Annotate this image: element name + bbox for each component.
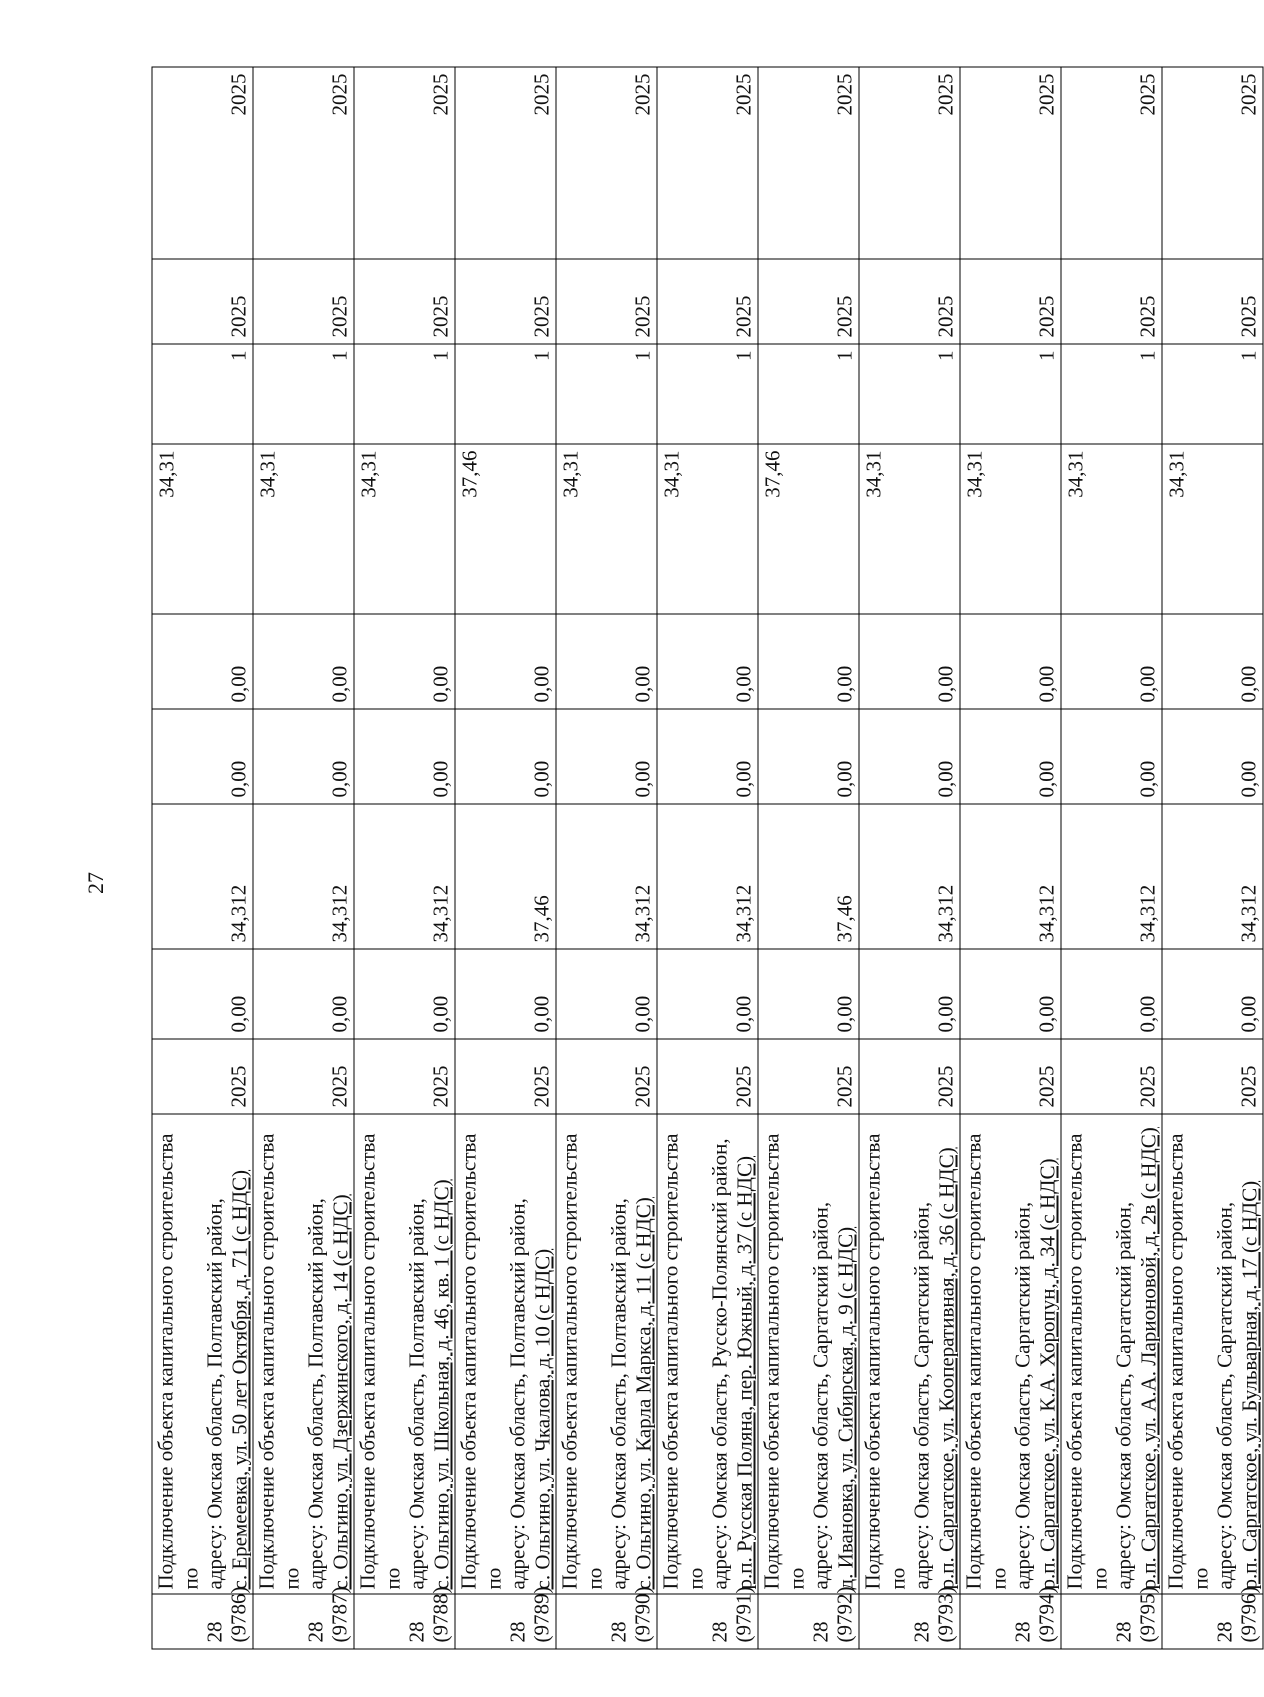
value-cell-2: 34,312 xyxy=(1061,804,1162,949)
quantity-cell: 1 xyxy=(657,344,758,444)
year-cell-3: 2025 xyxy=(556,67,657,259)
description-line: адресу: Омская область, Полтавский район, xyxy=(505,1198,530,1590)
value-cell-5: 37,46 xyxy=(758,444,859,614)
value-cell-1: 0,00 xyxy=(960,949,1061,1039)
value-cell-5: 34,31 xyxy=(253,444,354,614)
value-cell-1: 0,00 xyxy=(556,949,657,1039)
row-code: (9796) xyxy=(1236,1586,1261,1643)
quantity-cell: 1 xyxy=(960,344,1061,444)
table-row xyxy=(354,67,455,1649)
description-address-line: с. Ольгино, ул. Школьная, д. 46, кв. 1 (с НДС) xyxy=(429,1179,453,1590)
year-cell-3: 2025 xyxy=(758,67,859,259)
value-cell-3: 0,00 xyxy=(657,709,758,804)
table-row xyxy=(1061,67,1162,1649)
description-cell xyxy=(960,1114,1061,1594)
value-cell-1: 0,00 xyxy=(1061,949,1162,1039)
row-number: 28 xyxy=(505,1621,530,1643)
description-line: Подключение объекта капитального строительства по xyxy=(355,1133,404,1590)
value-cell-5: 34,31 xyxy=(354,444,455,614)
value-cell-2: 34,312 xyxy=(960,804,1061,949)
row-code: (9795) xyxy=(1135,1586,1160,1643)
value-cell-5: 34,31 xyxy=(1162,444,1263,614)
value-cell-4: 0,00 xyxy=(152,614,253,709)
description-line: Подключение объекта капитального строительства по xyxy=(254,1133,303,1590)
quantity-cell: 1 xyxy=(1162,344,1263,444)
row-code: (9792) xyxy=(832,1586,857,1643)
description-cell xyxy=(455,1114,556,1594)
year-cell-2: 2025 xyxy=(758,259,859,344)
description-cell xyxy=(152,1114,253,1594)
row-number: 28 xyxy=(909,1621,934,1643)
description-line: Подключение объекта капитального строительства по xyxy=(1163,1133,1212,1590)
row-code: (9786) xyxy=(226,1586,251,1643)
value-cell-2: 34,312 xyxy=(253,804,354,949)
value-cell-4: 0,00 xyxy=(960,614,1061,709)
value-cell-5: 34,31 xyxy=(1061,444,1162,614)
row-number: 28 xyxy=(303,1621,328,1643)
table-row xyxy=(859,67,960,1649)
description-line: Подключение объекта капитального строительства по xyxy=(1062,1133,1111,1590)
table-row xyxy=(960,67,1061,1649)
year-cell-3: 2025 xyxy=(253,67,354,259)
row-number: 28 xyxy=(707,1621,732,1643)
data-table xyxy=(152,67,1264,1650)
description-address-line: р.п. Саргатское, ул. Бульварная, д. 17 (с НДС) xyxy=(1237,1180,1261,1590)
value-cell-3: 0,00 xyxy=(253,709,354,804)
description-line: Подключение объекта капитального строительства по xyxy=(860,1133,909,1590)
row-code: (9790) xyxy=(630,1586,655,1643)
row-number: 28 xyxy=(202,1621,227,1643)
description-line: адресу: Омская область, Саргатский район, xyxy=(1212,1201,1237,1590)
year-cell-2: 2025 xyxy=(152,259,253,344)
table-row xyxy=(455,67,556,1649)
year-cell-2: 2025 xyxy=(556,259,657,344)
value-cell-1: 0,00 xyxy=(859,949,960,1039)
value-cell-1: 0,00 xyxy=(354,949,455,1039)
table-row xyxy=(1162,67,1263,1649)
description-cell xyxy=(556,1114,657,1594)
description-address-line: с. Ольгино, ул. Чкалова, д. 10 (с НДС) xyxy=(530,1248,554,1590)
row-number-cell xyxy=(354,1586,455,1649)
value-cell-2: 34,312 xyxy=(152,804,253,949)
row-number: 28 xyxy=(404,1621,429,1643)
value-cell-4: 0,00 xyxy=(253,614,354,709)
description-line: адресу: Омская область, Саргатский район, xyxy=(909,1201,934,1590)
description-line: адресу: Омская область, Русско-Полянский район, xyxy=(707,1138,732,1590)
description-address-line: с. Еремеевка, ул. 50 лет Октября, д. 71 (с НДС) xyxy=(227,1169,251,1590)
quantity-cell: 1 xyxy=(556,344,657,444)
row-number-cell xyxy=(152,1586,253,1649)
description-line: Подключение объекта капитального строительства по xyxy=(557,1133,606,1590)
description-cell xyxy=(354,1114,455,1594)
value-cell-1: 0,00 xyxy=(455,949,556,1039)
description-line: адресу: Омская область, Саргатский район, xyxy=(808,1201,833,1590)
year-start-cell: 2025 xyxy=(455,1039,556,1114)
row-code: (9787) xyxy=(327,1586,352,1643)
value-cell-5: 34,31 xyxy=(859,444,960,614)
row-code: (9788) xyxy=(428,1586,453,1643)
value-cell-4: 0,00 xyxy=(758,614,859,709)
description-line: адресу: Омская область, Полтавский район, xyxy=(202,1198,227,1590)
value-cell-5: 37,46 xyxy=(455,444,556,614)
row-code: (9793) xyxy=(933,1586,958,1643)
value-cell-1: 0,00 xyxy=(1162,949,1263,1039)
value-cell-5: 34,31 xyxy=(556,444,657,614)
row-number-cell xyxy=(960,1586,1061,1649)
row-number: 28 xyxy=(1111,1621,1136,1643)
description-cell xyxy=(859,1114,960,1594)
description-line: Подключение объекта капитального строительства по xyxy=(658,1133,707,1590)
year-start-cell: 2025 xyxy=(152,1039,253,1114)
year-cell-2: 2025 xyxy=(960,259,1061,344)
value-cell-3: 0,00 xyxy=(1061,709,1162,804)
year-start-cell: 2025 xyxy=(960,1039,1061,1114)
year-cell-3: 2025 xyxy=(455,67,556,259)
year-cell-2: 2025 xyxy=(859,259,960,344)
value-cell-3: 0,00 xyxy=(758,709,859,804)
description-line: Подключение объекта капитального строительства по xyxy=(961,1133,1010,1590)
description-line: адресу: Омская область, Саргатский район, xyxy=(1010,1201,1035,1590)
value-cell-1: 0,00 xyxy=(657,949,758,1039)
row-number-cell xyxy=(758,1586,859,1649)
description-cell xyxy=(253,1114,354,1594)
year-start-cell: 2025 xyxy=(354,1039,455,1114)
year-cell-3: 2025 xyxy=(657,67,758,259)
row-number-cell xyxy=(657,1586,758,1649)
value-cell-4: 0,00 xyxy=(556,614,657,709)
table-row xyxy=(556,67,657,1649)
value-cell-4: 0,00 xyxy=(1061,614,1162,709)
row-number: 28 xyxy=(808,1621,833,1643)
value-cell-4: 0,00 xyxy=(354,614,455,709)
value-cell-5: 34,31 xyxy=(152,444,253,614)
row-code: (9791) xyxy=(731,1586,756,1643)
table-row xyxy=(152,67,253,1649)
description-line: Подключение объекта капитального строительства по xyxy=(456,1133,505,1590)
value-cell-4: 0,00 xyxy=(455,614,556,709)
value-cell-1: 0,00 xyxy=(758,949,859,1039)
quantity-cell: 1 xyxy=(758,344,859,444)
year-cell-3: 2025 xyxy=(1162,67,1263,259)
year-cell-2: 2025 xyxy=(1061,259,1162,344)
description-address-line: с. Ольгино, ул. Дзержинского, д. 14 (с НДС) xyxy=(328,1194,352,1590)
page-number: 27 xyxy=(83,872,108,894)
year-cell-2: 2025 xyxy=(455,259,556,344)
description-cell xyxy=(758,1114,859,1594)
quantity-cell: 1 xyxy=(859,344,960,444)
row-number: 28 xyxy=(606,1621,631,1643)
description-line: адресу: Омская область, Полтавский район, xyxy=(404,1198,429,1590)
year-cell-3: 2025 xyxy=(960,67,1061,259)
year-cell-3: 2025 xyxy=(354,67,455,259)
description-cell xyxy=(1162,1114,1263,1594)
table-row xyxy=(657,67,758,1649)
description-address-line: д. Ивановка, ул. Сибирская, д. 9 (с НДС) xyxy=(833,1226,857,1590)
year-cell-3: 2025 xyxy=(1061,67,1162,259)
year-start-cell: 2025 xyxy=(859,1039,960,1114)
value-cell-3: 0,00 xyxy=(354,709,455,804)
value-cell-5: 34,31 xyxy=(657,444,758,614)
description-address-line: р.п. Русская Поляна, пер. Южный, д. 37 (с НДС) xyxy=(732,1156,756,1590)
description-cell xyxy=(657,1114,758,1594)
description-address-line: р.п. Саргатское, ул. Кооперативная, д. 36 (с НДС) xyxy=(934,1147,958,1590)
row-number-cell xyxy=(1061,1586,1162,1649)
value-cell-1: 0,00 xyxy=(152,949,253,1039)
value-cell-3: 0,00 xyxy=(960,709,1061,804)
value-cell-2: 34,312 xyxy=(657,804,758,949)
description-cell xyxy=(1061,1114,1162,1594)
description-line: адресу: Омская область, Полтавский район, xyxy=(606,1198,631,1590)
row-number: 28 xyxy=(1212,1621,1237,1643)
table-row xyxy=(758,67,859,1649)
description-address-line: р.п. Саргатское, ул. А.А. Ларионовой, д. 2в (с НДС) xyxy=(1136,1127,1160,1590)
quantity-cell: 1 xyxy=(354,344,455,444)
value-cell-2: 34,312 xyxy=(354,804,455,949)
value-cell-3: 0,00 xyxy=(1162,709,1263,804)
value-cell-2: 34,312 xyxy=(1162,804,1263,949)
year-start-cell: 2025 xyxy=(1162,1039,1263,1114)
year-cell-3: 2025 xyxy=(152,67,253,259)
value-cell-1: 0,00 xyxy=(253,949,354,1039)
row-number-cell xyxy=(556,1586,657,1649)
year-cell-2: 2025 xyxy=(1162,259,1263,344)
value-cell-2: 37,46 xyxy=(455,804,556,949)
year-cell-2: 2025 xyxy=(354,259,455,344)
quantity-cell: 1 xyxy=(152,344,253,444)
quantity-cell: 1 xyxy=(1061,344,1162,444)
value-cell-4: 0,00 xyxy=(859,614,960,709)
year-cell-3: 2025 xyxy=(859,67,960,259)
description-line: адресу: Омская область, Саргатский район, xyxy=(1111,1201,1136,1590)
description-line: Подключение объекта капитального строительства по xyxy=(153,1133,202,1590)
row-code: (9789) xyxy=(529,1586,554,1643)
table-row xyxy=(253,67,354,1649)
row-code: (9794) xyxy=(1034,1586,1059,1643)
description-address-line: с. Ольгино, ул. Карла Маркса, д. 11 (с НДС) xyxy=(631,1197,655,1590)
value-cell-3: 0,00 xyxy=(556,709,657,804)
year-start-cell: 2025 xyxy=(253,1039,354,1114)
year-start-cell: 2025 xyxy=(657,1039,758,1114)
year-start-cell: 2025 xyxy=(1061,1039,1162,1114)
value-cell-4: 0,00 xyxy=(657,614,758,709)
row-number-cell xyxy=(859,1586,960,1649)
value-cell-3: 0,00 xyxy=(152,709,253,804)
rotated-table-container xyxy=(152,68,1261,1650)
quantity-cell: 1 xyxy=(455,344,556,444)
row-number-cell xyxy=(1162,1586,1263,1649)
value-cell-2: 37,46 xyxy=(758,804,859,949)
value-cell-5: 34,31 xyxy=(960,444,1061,614)
value-cell-2: 34,312 xyxy=(859,804,960,949)
row-number-cell xyxy=(455,1586,556,1649)
year-start-cell: 2025 xyxy=(758,1039,859,1114)
value-cell-4: 0,00 xyxy=(1162,614,1263,709)
row-number-cell xyxy=(253,1586,354,1649)
description-address-line: р.п. Саргатское, ул. К.А. Хоропун, д. 34 (с НДС) xyxy=(1035,1158,1059,1590)
row-number: 28 xyxy=(1010,1621,1035,1643)
year-start-cell: 2025 xyxy=(556,1039,657,1114)
year-cell-2: 2025 xyxy=(253,259,354,344)
quantity-cell: 1 xyxy=(253,344,354,444)
value-cell-3: 0,00 xyxy=(859,709,960,804)
year-cell-2: 2025 xyxy=(657,259,758,344)
description-line: Подключение объекта капитального строительства по xyxy=(759,1133,808,1590)
value-cell-3: 0,00 xyxy=(455,709,556,804)
description-line: адресу: Омская область, Полтавский район, xyxy=(303,1198,328,1590)
value-cell-2: 34,312 xyxy=(556,804,657,949)
